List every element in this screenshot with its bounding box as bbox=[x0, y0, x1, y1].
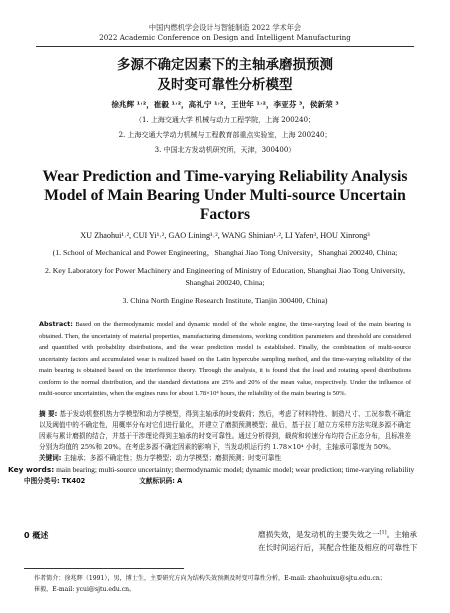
footnote-line1: 作者简介：徐兆辉（1991），男，博士生，主要研究方向为结构失效预测及时变可靠性分析，E-mail: zhaohuixu@sjtu.edu.cn； bbox=[34, 575, 386, 582]
classification-line bbox=[24, 475, 426, 485]
footnote bbox=[34, 574, 430, 595]
chinese-authors: 徐兆辉 ¹˒²，崔毅 ¹˒²，高礼宁 ¹˒²，王世年 ¹˒²，李亚芬 ³，侯新荣 ³ bbox=[111, 100, 339, 109]
document-code: 文献标识码: A bbox=[139, 476, 183, 485]
english-title: Wear Prediction and Time-varying Reliability Analysis Model of Main Bearing Under Multi-source Uncertain Factors bbox=[42, 168, 408, 223]
english-authors: XU Zhaohui¹˒², CUI Yi¹˒², GAO Lining¹˒², WANG Shinian¹˒², LI Yafen³, HOU Xinrong³ bbox=[80, 231, 370, 240]
english-affiliation-3: 3. China North Engine Research Institute, Tianjin 300400, China) bbox=[122, 296, 328, 305]
english-affiliation-1: (1. School of Mechanical and Power Engineering，Shanghai Jiao Tong University，Shanghai 200240, China; bbox=[52, 248, 398, 257]
english-abstract-label: Abstract: bbox=[39, 320, 73, 328]
header-rule bbox=[36, 46, 414, 47]
footnote-rule bbox=[24, 568, 184, 569]
chinese-abstract-label: 摘 要: bbox=[39, 409, 58, 418]
chinese-affiliation-2: 2. 上海交通大学动力机械与工程教育部重点实验室，上海 200240； bbox=[118, 131, 332, 139]
english-keywords-text: main bearing; multi-source uncertainty; thermodynamic model; dynamic model; wear prediction; time-varying reliability bbox=[56, 464, 415, 474]
chinese-keywords-label: 关键词: bbox=[39, 453, 62, 462]
english-abstract-text: Based on the thermodynamic model and dynamic model of the whole engine, the time-varying load of the main bearing is obtained. Then, the uncertainty of material properties, manufacturing dimensions, working condition parameters and threshold are considered and quantified with probability distributions, and the wear prediction model is established. Finally, the combination of multi-source uncertainty factors and accumulated wear is realized based on the Latin hypercube sampling method, and the time-varying reliability of the main bearing is obtained based on the interference theory. Through the analysis, it is found that the load and rotating speed distributions conform to the normal distribution, and the standard deviations are 25% and 20% of the mean value, respectively. Under the influence of multi-source uncertainties, when the engines runs for about 1.78×10⁴ hours, the reliability of the main bearing is 50%. bbox=[39, 321, 411, 397]
citation-ref[interactable]: [1] bbox=[379, 529, 387, 536]
header-cn: 中国内燃机学会设计与智能制造 2022 学术年会 bbox=[148, 23, 302, 32]
chinese-title-line1: 多源不确定因素下的主轴承磨损预测 bbox=[117, 57, 333, 73]
chinese-keywords-text: 主轴承；多源不确定性；热力学模型；动力学模型；磨损预测；时变可靠性 bbox=[63, 453, 282, 462]
chinese-abstract-text: 基于发动机整机热力学模型和动力学模型，得到主轴承的时变载荷；然后，考虑了材料特性、制造尺寸、工况参数不确定以及阈值中的不确定性，用概率分布对它们进行量化，并建立了磨损预测模型；最后，基于拉丁超立方采样方法实现多源不确定因素与累计磨损的结合，并基于干涉理论得到主轴承的时变可靠性。通过分析得到，载荷和转速分布均符合正态分布，且标准差分别为均值的 25%和 20%。在考虑多源不确定因素的影响下，当发动机运行约 1.78×10⁴ 小时，主轴承可靠度为 50%。 bbox=[39, 409, 411, 451]
chinese-abstract bbox=[39, 409, 411, 453]
chinese-title-line2: 及时变可靠性分析模型 bbox=[157, 77, 293, 93]
header-en: 2022 Academic Conference on Design and Intelligent Manufacturing bbox=[99, 33, 351, 42]
english-affiliation-2: 2. Key Laboratory for Power Machinery and Engineering of Ministry of Education, Shanghai Jiao Tong University, Shanghai 200240, China; bbox=[45, 266, 405, 287]
english-affiliations bbox=[40, 247, 410, 307]
section-text-a: 磨损失效，是发动机的主要失效之一 bbox=[258, 530, 380, 539]
chinese-keywords bbox=[39, 453, 411, 464]
english-abstract bbox=[39, 319, 411, 400]
chinese-affiliation-3: 3. 中国北方发动机研究所，天津，300400） bbox=[154, 146, 296, 154]
footnote-line2: 崔毅，E-mail: ycui@sjtu.edu.cn。 bbox=[34, 585, 136, 593]
section-paragraph bbox=[258, 528, 418, 554]
clc-number: 中图分类号: TK402 bbox=[24, 476, 86, 485]
english-keywords bbox=[8, 464, 426, 475]
section-text-b: 。主轴承在长时间运行后，其配合性能及相应的可靠性下 bbox=[258, 530, 418, 552]
chinese-affiliation-1: （1. 上海交通大学 机械与动力工程学院，上海 200240； bbox=[134, 116, 316, 124]
section-heading: 0 概述 bbox=[24, 531, 49, 540]
running-header bbox=[0, 0, 450, 43]
chinese-title bbox=[0, 55, 450, 95]
english-keywords-label: Key words: bbox=[8, 464, 55, 474]
chinese-affiliations bbox=[0, 116, 450, 155]
